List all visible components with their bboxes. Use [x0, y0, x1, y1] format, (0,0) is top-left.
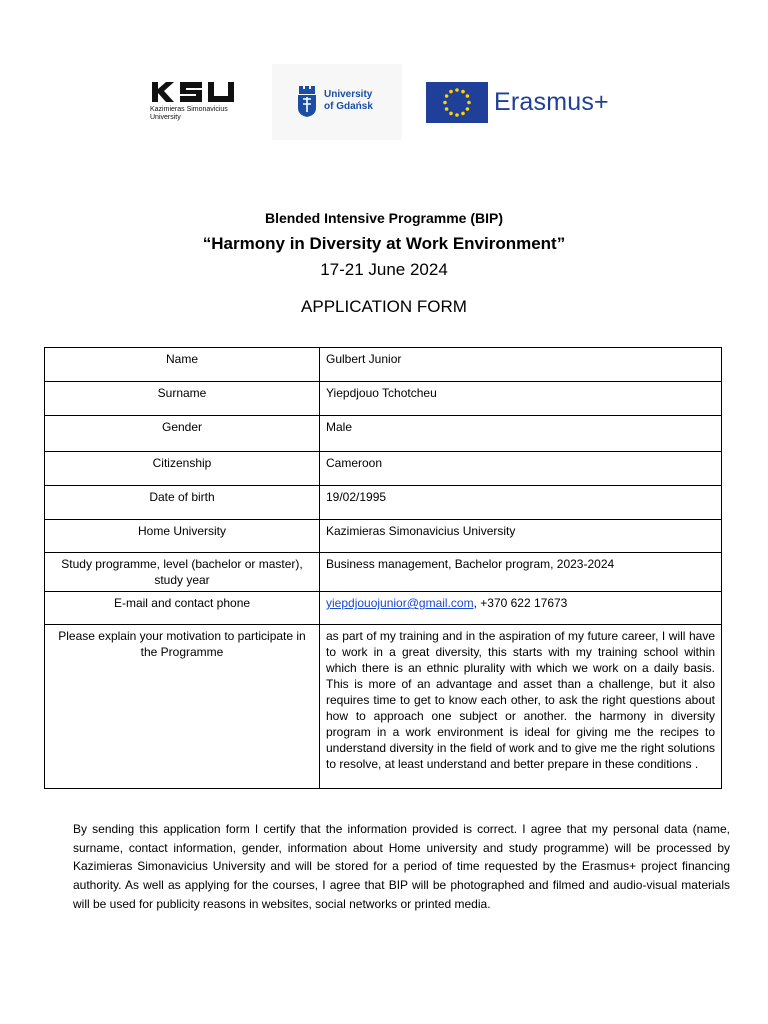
consent-paragraph: By sending this application form I certify that the information provided is correct. I agree that my personal data (name, surname, contact information, gender, information about Home university and study programme) will be processed by Kazimieras Simonavicius University and will be stored for a period of time requested by the Erasmus+ project financing authority. As well as applying for the courses, I agree that BIP will be photographed and filmed and audio-visual materials will be used for publicity reasons in websites, social networks or printed media.: [73, 822, 730, 911]
ksu-logo: [150, 80, 260, 122]
ksu-name: Kazimieras Simonavicius University: [150, 106, 228, 121]
logo-bar: [0, 62, 768, 142]
field-label-motivation: Please explain your motivation to participate in the Programme: [45, 625, 320, 789]
field-label-home-university: Home University: [45, 520, 320, 553]
table-row: [45, 520, 722, 553]
application-form-table: [44, 347, 722, 789]
email-link[interactable]: yiepdjouojunior@gmail.com: [326, 596, 474, 610]
field-label-gender: Gender: [45, 416, 320, 452]
erasmus-wordmark: Erasmus+: [494, 88, 609, 116]
gdansk-name: University of Gdańsk: [324, 89, 373, 112]
table-row: [45, 553, 722, 592]
table-row: [45, 452, 722, 486]
eu-flag-icon: [426, 82, 488, 123]
field-value-surname: Yiepdjouo Tchotcheu: [320, 382, 722, 416]
gdansk-logo: [272, 64, 402, 140]
field-value-motivation: as part of my training and in the aspiration of my future career, I will have to work in a great diversity, this starts with my training school within which there is an ethnic plurality with which we work on a daily basis. This is more of an advantage and asset than a challenge, but it also requires time to get to know each other, to ask the right questions about how to approach one subject or another. the harmony in diversity program in a work environment is ideal for giving me the recipes to understand diversity in the field of work and to give me the right solutions to resolve, at least understand and better prepare in these conditions .: [320, 625, 722, 789]
contact-phone: , +370 622 17673: [473, 596, 568, 610]
field-label-citizenship: Citizenship: [45, 452, 320, 486]
table-row: [45, 348, 722, 382]
field-label-name: Name: [45, 348, 320, 382]
field-value-citizenship: Cameroon: [320, 452, 722, 486]
title-block: [0, 210, 768, 317]
table-row: [45, 486, 722, 520]
table-row: [45, 416, 722, 452]
field-value-home-university: Kazimieras Simonavicius University: [320, 520, 722, 553]
field-label-study-programme: Study programme, level (bachelor or master), study year: [45, 553, 320, 592]
gdansk-crest-icon: [296, 84, 318, 118]
erasmus-logo: [426, 82, 609, 123]
field-value-date-of-birth: 19/02/1995: [320, 486, 722, 520]
programme-dates: 17-21 June 2024: [320, 260, 448, 279]
field-label-contact: E-mail and contact phone: [45, 592, 320, 625]
table-row: [45, 625, 722, 789]
field-value-name: Gulbert Junior: [320, 348, 722, 382]
programme-name: Blended Intensive Programme (BIP): [264, 210, 504, 226]
field-label-date-of-birth: Date of birth: [45, 486, 320, 520]
table-row: [45, 382, 722, 416]
field-value-contact: [320, 592, 722, 625]
programme-title: “Harmony in Diversity at Work Environment”: [202, 234, 566, 253]
ksu-mark-icon: [150, 80, 260, 104]
field-label-surname: Surname: [45, 382, 320, 416]
field-value-gender: Male: [320, 416, 722, 452]
field-value-study-programme: Business management, Bachelor program, 2023-2024: [320, 553, 722, 592]
form-title: APPLICATION FORM: [301, 297, 467, 316]
table-row: [45, 592, 722, 625]
